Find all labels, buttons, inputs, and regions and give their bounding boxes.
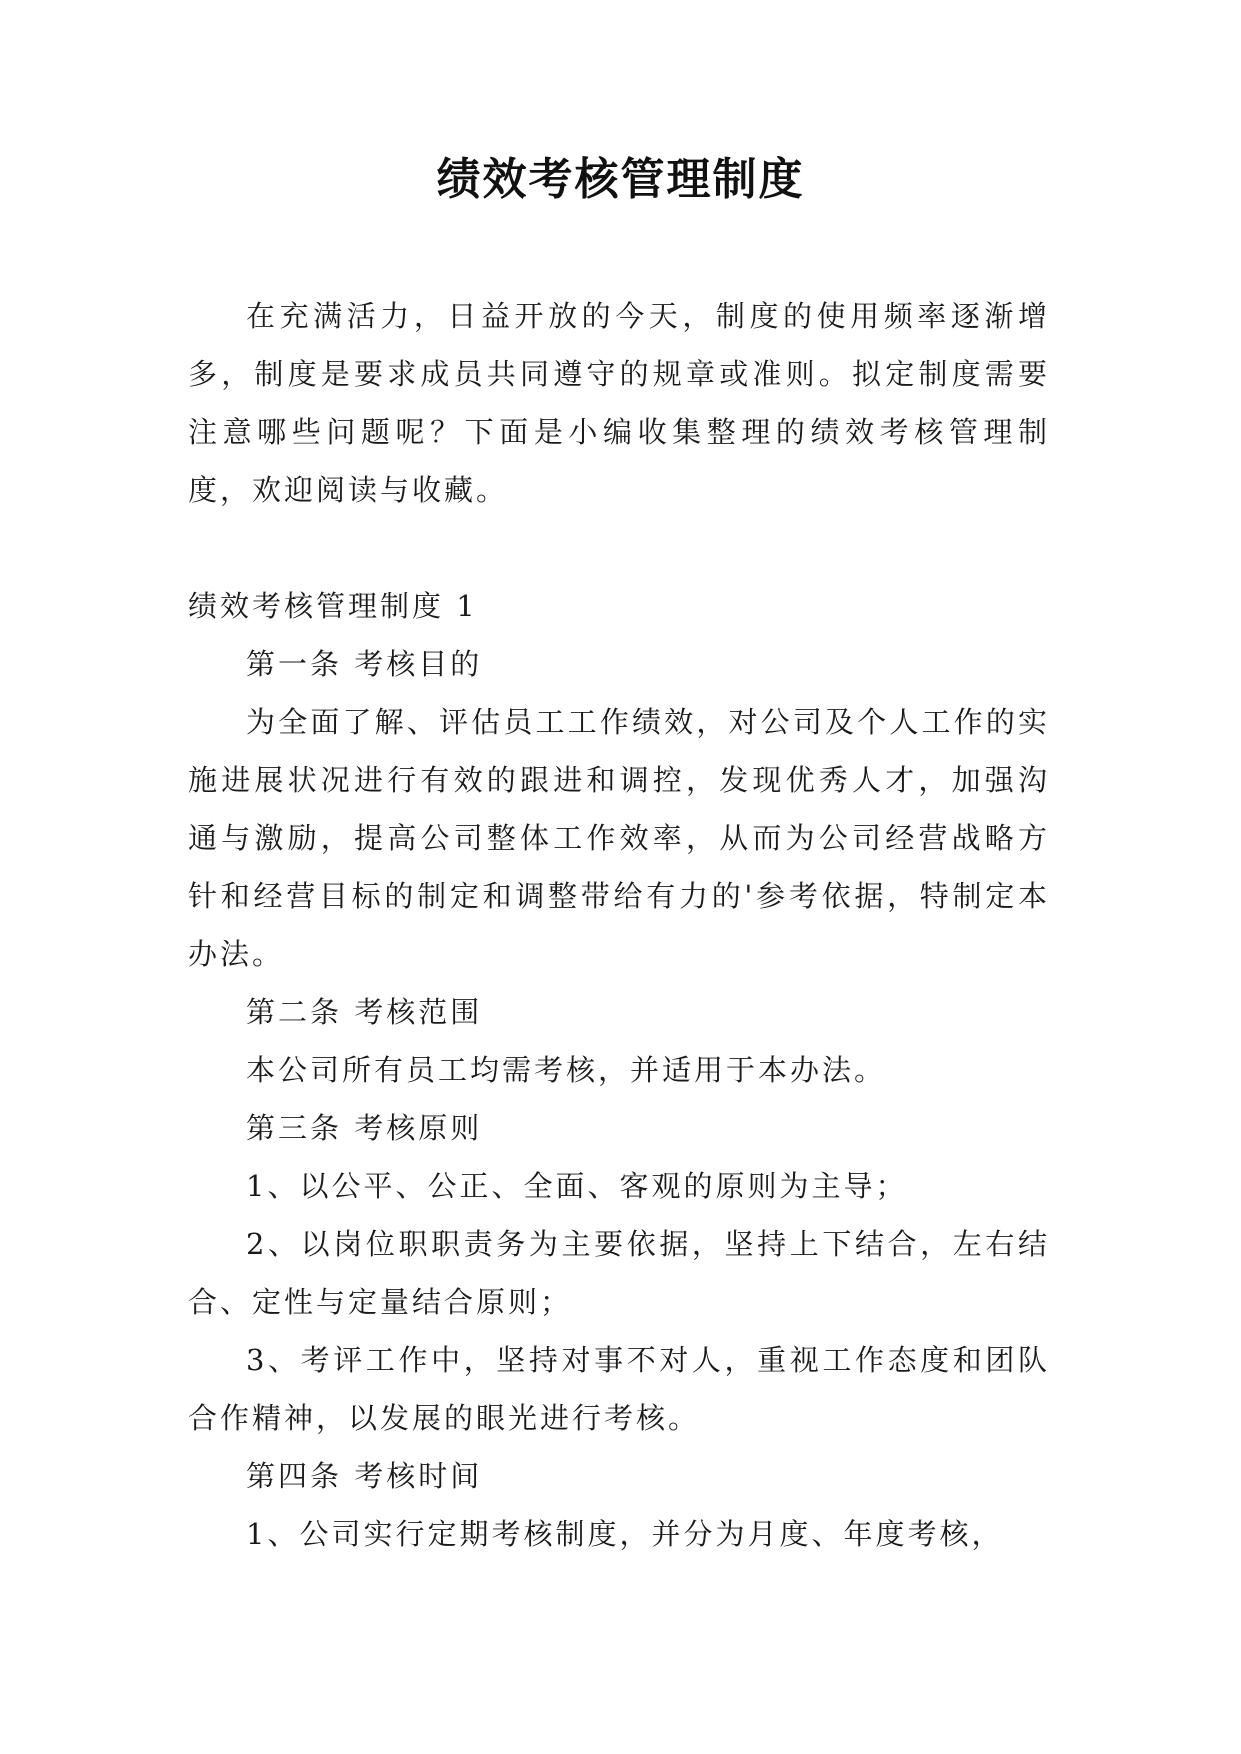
article-4-title: 第四条 考核时间 <box>246 1459 483 1493</box>
article-3-item-2: 2、以岗位职职责务为主要依据，坚持上下结合，左右结合、定性与定量结合原则； <box>188 1227 1050 1319</box>
article-3-title: 第三条 考核原则 <box>246 1111 483 1145</box>
article-2-body: 本公司所有员工均需考核，并适用于本办法。 <box>246 1053 887 1087</box>
document-body <box>188 287 1050 1563</box>
article-3-item-1: 1、以公平、公正、全面、客观的原则为主导； <box>246 1169 908 1203</box>
article-4-item-1: 1、公司实行定期考核制度，并分为月度、年度考核， <box>246 1517 1004 1551</box>
article-2-title: 第二条 考核范围 <box>246 995 483 1029</box>
article-1-title: 第一条 考核目的 <box>246 647 483 681</box>
document-title: 绩效考核管理制度 <box>436 154 805 205</box>
intro-paragraph: 在充满活力，日益开放的今天，制度的使用频率逐渐增多，制度是要求成员共同遵守的规章或准则。拟定制度需要注意哪些问题呢？下面是小编收集整理的绩效考核管理制度，欢迎阅读与收藏。 <box>188 299 1050 507</box>
section-heading: 绩效考核管理制度 1 <box>188 589 478 623</box>
article-1-body: 为全面了解、评估员工工作绩效，对公司及个人工作的实施进展状况进行有效的跟进和调控，发现优秀人才，加强沟通与激励，提高公司整体工作效率，从而为公司经营战略方针和经营目标的制定和调整带给有力的'参考依据，特制定本办法。 <box>188 705 1050 971</box>
article-3-item-3: 3、考评工作中，坚持对事不对人，重视工作态度和团队合作精神，以发展的眼光进行考核。 <box>188 1343 1050 1435</box>
